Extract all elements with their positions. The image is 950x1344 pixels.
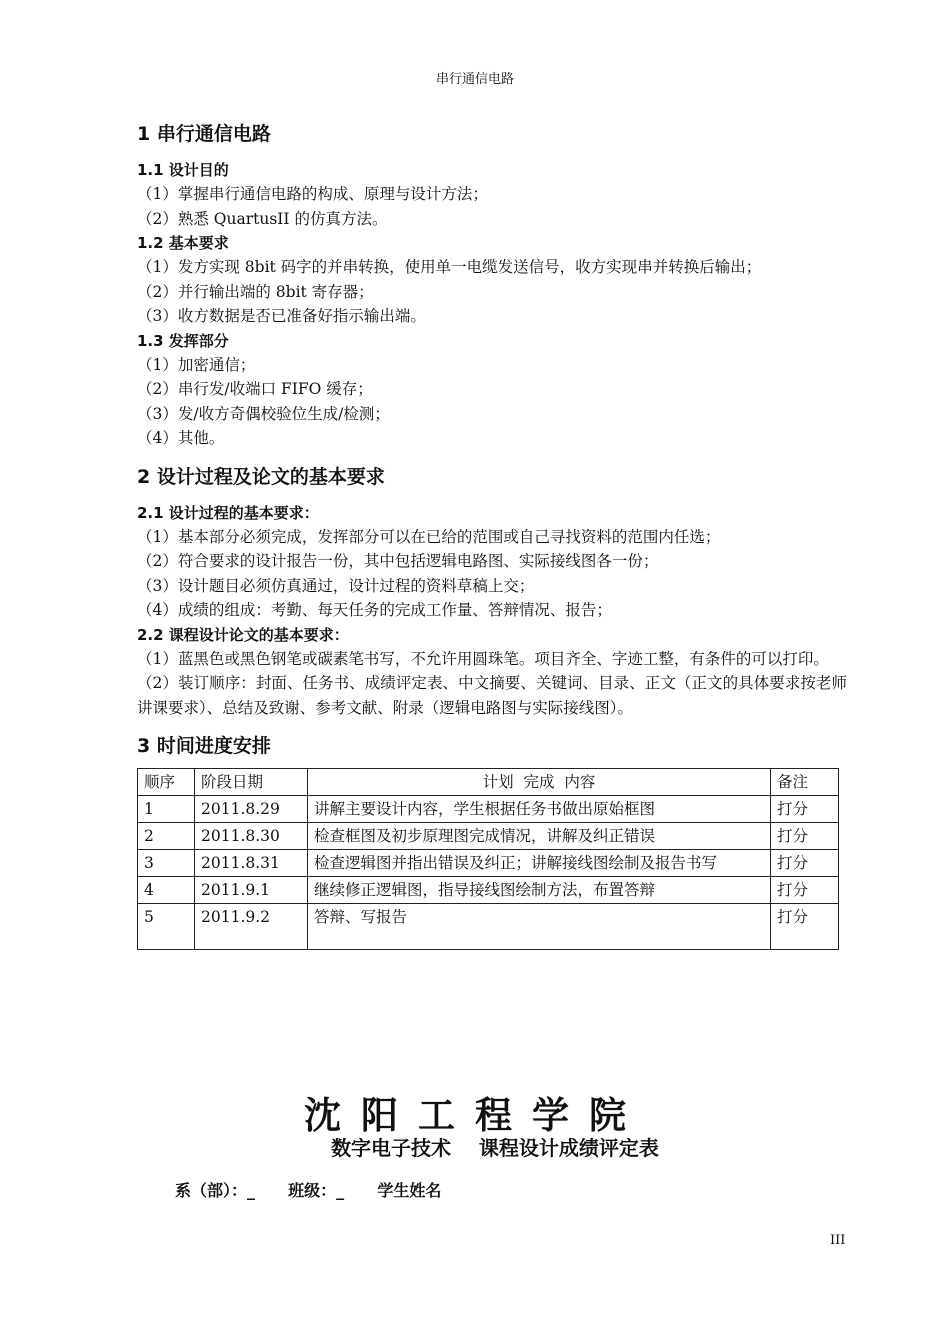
table-header-row xyxy=(138,769,839,796)
section-2-title: 2 设计过程及论文的基本要求 xyxy=(137,465,385,488)
header-cell-note: 备注 xyxy=(771,769,839,796)
cell-order: 4 xyxy=(138,877,195,904)
section-1-2-title: 1.2 基本要求 xyxy=(137,234,229,252)
cell-date: 2011.8.29 xyxy=(195,796,308,823)
schedule-table xyxy=(137,768,839,950)
cell-date: 2011.8.31 xyxy=(195,850,308,877)
main-content xyxy=(137,118,847,950)
list-item: （1）蓝黑色或黑色钢笔或碳素笔书写，不允许用圆珠笔。项目齐全、字迹工整，有条件的可以打印。 xyxy=(137,649,829,668)
table-row xyxy=(138,796,839,823)
list-item: （3）发/收方奇偶校验位生成/检测； xyxy=(137,404,390,423)
cell-order: 5 xyxy=(138,904,195,950)
list-item: （2）装订顺序：封面、任务书、成绩评定表、中文摘要、关键词、目录、正文（正文的具体要求按老师讲课要求）、总结及致谢、参考文献、附录（逻辑电路图与实际接线图）。 xyxy=(137,674,847,717)
list-item: （2）熟悉 QuartusII 的仿真方法。 xyxy=(137,209,388,228)
section-3-title: 3 时间进度安排 xyxy=(137,735,271,757)
table-row xyxy=(138,904,839,950)
header-cell-order: 顺序 xyxy=(138,769,195,796)
list-item: （1）发方实现 8bit 码字的并串转换，使用单一电缆发送信号，收方实现串并转换后输出； xyxy=(137,258,762,276)
student-info-line xyxy=(175,1178,441,1201)
page-number: III xyxy=(830,1233,846,1248)
list-item: （2）串行发/收端口 FIFO 缓存； xyxy=(137,380,373,398)
header-cell-date: 阶段日期 xyxy=(195,769,308,796)
section-2-1-title: 2.1 设计过程的基本要求： xyxy=(137,503,319,522)
table-row xyxy=(138,850,839,877)
cell-order: 3 xyxy=(138,850,195,877)
table-row xyxy=(138,877,839,904)
table-row xyxy=(138,823,839,850)
cell-note: 打分 xyxy=(771,823,839,850)
cell-note: 打分 xyxy=(771,850,839,877)
list-item: （2）并行输出端的 8bit 寄存器； xyxy=(137,282,374,301)
cell-content: 检查逻辑图并指出错误及纠正；讲解接线图绘制及报告书写 xyxy=(308,850,771,877)
section-1-3-title: 1.3 发挥部分 xyxy=(137,331,229,350)
cell-note: 打分 xyxy=(771,796,839,823)
cell-order: 2 xyxy=(138,823,195,850)
cell-note: 打分 xyxy=(771,877,839,904)
list-item: （2）符合要求的设计报告一份，其中包括逻辑电路图、实际接线图各一份； xyxy=(137,552,659,570)
class-label: 班级：_ xyxy=(288,1181,345,1200)
cell-order: 1 xyxy=(138,796,195,823)
section-1-1-title: 1.1 设计目的 xyxy=(137,161,229,179)
cell-date: 2011.9.2 xyxy=(195,904,308,950)
cell-date: 2011.8.30 xyxy=(195,823,308,850)
header-cell-content: 计划 完成 内容 xyxy=(308,769,771,796)
cell-date: 2011.9.1 xyxy=(195,877,308,904)
section-2-2-title: 2.2 课程设计论文的基本要求： xyxy=(137,625,349,644)
list-item: （3）收方数据是否已准备好指示输出端。 xyxy=(137,307,426,325)
college-name: 沈阳工程学院 xyxy=(304,1093,646,1137)
cell-content: 继续修正逻辑图，指导接线图绘制方法，布置答辩 xyxy=(308,877,771,904)
list-item: （3）设计题目必须仿真通过，设计过程的资料草稿上交； xyxy=(137,576,535,595)
list-item: （1）加密通信； xyxy=(137,355,256,374)
cell-content: 讲解主要设计内容，学生根据任务书做出原始框图 xyxy=(308,796,771,823)
cell-note: 打分 xyxy=(771,904,839,950)
section-1-title: 1 串行通信电路 xyxy=(137,123,271,145)
cell-content: 检查框图及初步原理图完成情况，讲解及纠正错误 xyxy=(308,823,771,850)
student-name-label: 学生姓名 xyxy=(377,1181,442,1200)
form-subtitle: 数字电子技术 课程设计成绩评定表 xyxy=(331,1136,659,1160)
dept-label: 系（部）：_ xyxy=(175,1181,256,1200)
cell-content: 答辩、写报告 xyxy=(308,904,771,950)
list-item: （4）其他。 xyxy=(137,429,225,447)
list-item: （4）成绩的组成：考勤、每天任务的完成工作量、答辩情况、报告； xyxy=(137,601,612,619)
list-item: （1）掌握串行通信电路的构成、原理与设计方法； xyxy=(137,185,488,203)
list-item: （1）基本部分必须完成，发挥部分可以在已给的范围或自己寻找资料的范围内任选； xyxy=(137,527,721,546)
running-header: 串行通信电路 xyxy=(435,72,514,87)
